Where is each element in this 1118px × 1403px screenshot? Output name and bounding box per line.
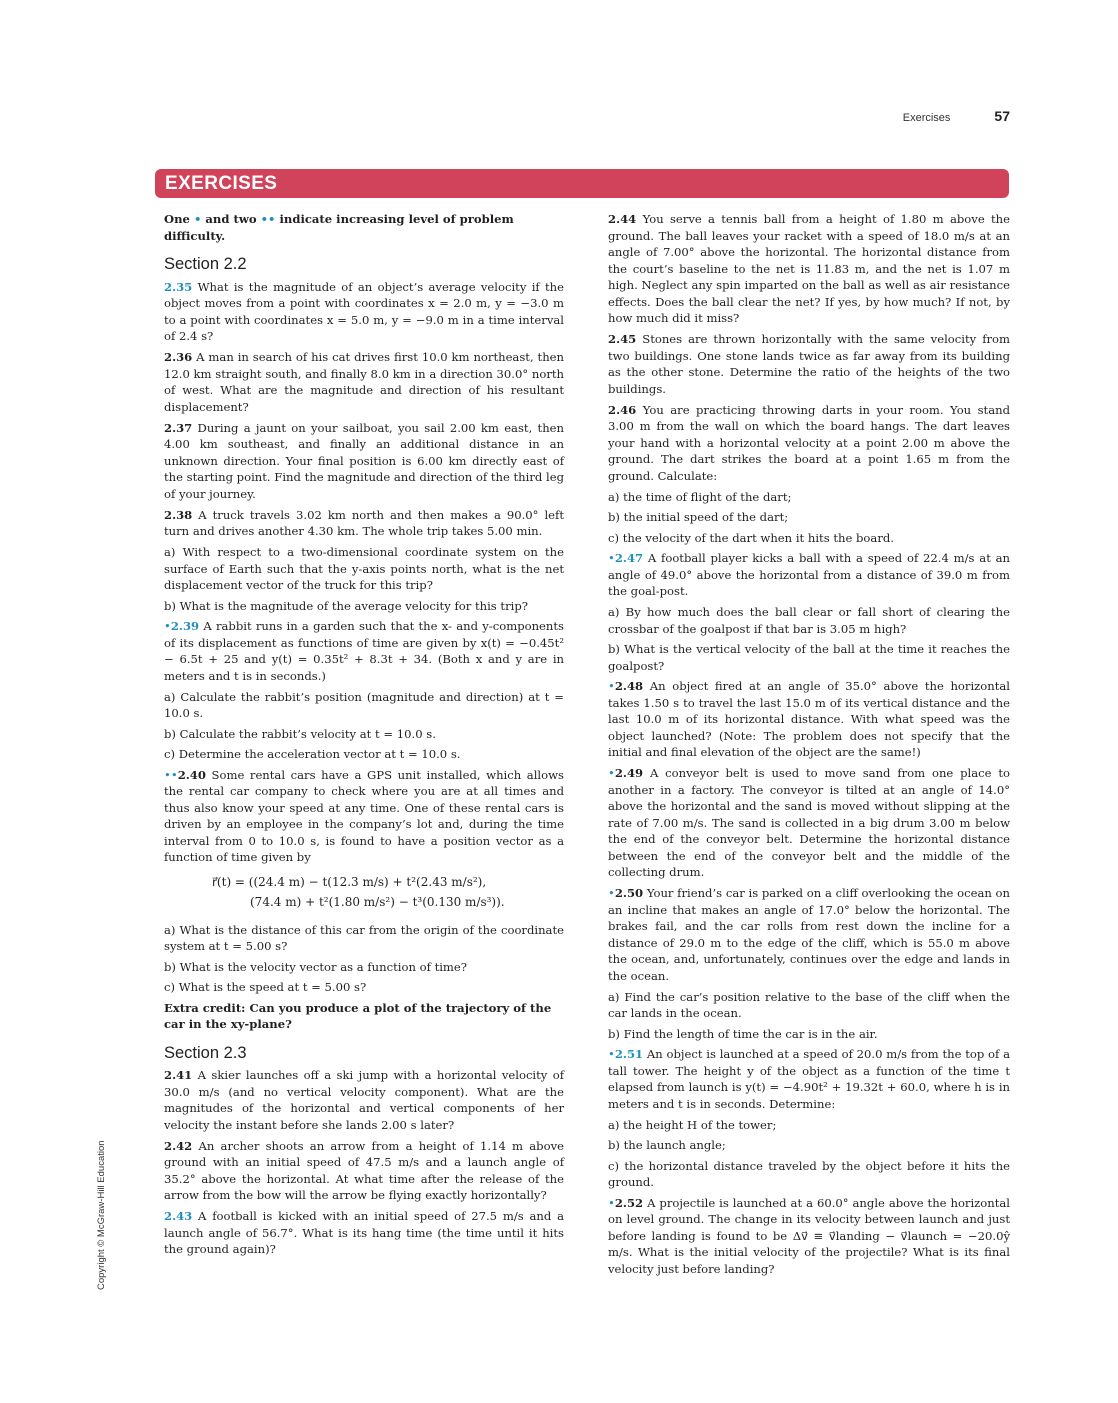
exercise-2-36 (164, 349, 564, 415)
exercise-number: 2.49 (614, 766, 644, 780)
exercise-number: 2.52 (614, 1195, 644, 1210)
exercise-number: 2.45 (608, 332, 637, 346)
running-head (903, 108, 1010, 124)
exercise-number: 2.38 (164, 507, 193, 522)
exercise-number: 2.50 (614, 886, 644, 900)
exercise-2-35 (164, 279, 564, 345)
extra-credit: Extra credit: Can you produce a plot of the trajectory of the car in the xy-plane? (164, 1000, 552, 1031)
exercise-number: 2.35 (164, 279, 193, 294)
right-column (608, 211, 1010, 1282)
exercise-2-51 (608, 1046, 1010, 1112)
exercise-text: Some rental cars have a GPS unit installed, which allows the rental car company to check where you are at all times and thus also know your speed at any time. One of these rental cars is driven by an employee in the company’s lot and, during the time interval from 0 to 10.0 s, is found to have a position vector as a function of time given by (164, 767, 564, 864)
exercise-text: An object is launched at a speed of 20.0 m/s from the top of a tall tower. The height y of the object as a function of the time t elapsed from launch is y(t) = −4.90t² + 19.32t + 60.0, where h is in meters and t is in seconds. Determine: (608, 1047, 1010, 1111)
difficulty-dot-icon: • (608, 766, 615, 780)
exercise-number: 2.37 (164, 420, 193, 435)
exercise-2-45 (608, 331, 1010, 397)
exercise-2-47 (608, 550, 1010, 600)
exercise-part: a) the time of flight of the dart; (608, 489, 792, 504)
exercise-number: 2.51 (614, 1047, 644, 1061)
exercise-2-42 (164, 1138, 564, 1204)
exercise-text: A rabbit runs in a garden such that the x- and y-components of its displacement as functions of time are given by x(t) = −0.45t² − 6.5t + 25 and y(t) = 0.35t² + 8.3t + 34. (Both x and y are in meters and t is in seconds.) (164, 619, 564, 683)
equation-line: (74.4 m) + t²(1.80 m/s²) − t³(0.130 m/s³)). (250, 894, 505, 909)
difficulty-dot-icon: • (608, 551, 615, 565)
exercise-text: A skier launches off a ski jump with a horizontal velocity of 30.0 m/s (and no vertical velocity component). What are the magnitudes of the horizontal and vertical components of her velocity the instant before she lands 2.00 s later? (164, 1068, 565, 1132)
exercise-number: 2.42 (164, 1138, 193, 1153)
exercise-part: a) By how much does the ball clear or fall short of clearing the crossbar of the goalpost if that bar is 3.05 m high? (608, 605, 1010, 636)
exercise-part: a) Calculate the rabbit’s position (magnitude and direction) at t = 10.0 s. (164, 689, 564, 720)
exercise-number: 2.39 (170, 619, 200, 633)
exercise-part: b) What is the velocity vector as a function of time? (164, 959, 468, 974)
exercise-text: During a jaunt on your sailboat, you sail 2.00 km east, then 4.00 km southeast, and finally an additional distance in an unknown direction. Your final position is 6.00 km directly east of the starting point. Find the magnitude and direction of the third leg of your journey. (164, 420, 564, 501)
exercise-2-49 (608, 765, 1010, 881)
copyright-notice: Copyright © McGraw-Hill Education (96, 1140, 107, 1290)
exercise-part: c) Determine the acceleration vector at t = 10.0 s. (164, 747, 461, 761)
section-heading: Section 2.2 (164, 255, 247, 273)
exercise-text: You are practicing throwing darts in your room. You stand 3.00 m from the wall on which the board hangs. The dart leaves your hand with a horizontal velocity at a point 2.00 m above the ground. The dart strikes the board at a point 1.65 m from the ground. Calculate: (608, 402, 1011, 483)
exercise-text: A projectile is launched at a 60.0° angle above the horizontal on level ground. The change in its velocity between launch and just before landing is found to be Δv⃗ ≡ v⃗landing − v⃗launch = −20.0ŷ m/s. What is the initial velocity of the projectile? What is its final velocity just before landing? (608, 1195, 1011, 1276)
running-head-title: Exercises (902, 112, 951, 124)
exercise-text: Your friend’s car is parked on a cliff overlooking the ocean on an incline that makes an angle of 17.0° below the horizontal. The brakes fail, and the car rolls from rest down the incline for a distance of 29.0 m to the edge of the cliff, which is 55.0 m above the ocean, and, unfortunately, continues over the edge and lands in the ocean. (608, 886, 1011, 983)
exercise-part: c) the velocity of the dart when it hits the board. (608, 530, 894, 545)
exercise-number: 2.36 (164, 350, 193, 364)
intro-post: indicate increasing level of problem difficulty. (164, 212, 514, 243)
exercise-text: You serve a tennis ball from a height of 1.80 m above the ground. The ball leaves your racket with a speed of 18.0 m/s at an angle of 7.00° above the horizontal. The horizontal distance from the court’s baseline to the net is 11.83 m, and the net is 1.07 m high. Neglect any spin imparted on the ball as well as air resistance effects. Does the ball clear the net? If yes, by how much? If not, by how much did it miss? (608, 212, 1010, 325)
exercise-number: 2.48 (614, 679, 644, 693)
exercise-text: A football is kicked with an initial speed of 27.5 m/s and a launch angle of 56.7°. What is its hang time (the time until it hits the ground again)? (164, 1209, 564, 1256)
difficulty-dot-icon: • (608, 679, 615, 693)
exercise-part: a) What is the distance of this car from the origin of the coordinate system at t = 5.00 s? (164, 922, 564, 953)
exercise-text: A conveyor belt is used to move sand from one place to another in a factory. The conveyor is tilted at an angle of 14.0° above the horizontal and the sand is moved without slipping at the rate of 7.00 m/s. The sand is collected in a big drum 3.00 m below the end of the conveyor belt. Determine the horizontal distance between the end of the conveyor belt and the middle of the collecting drum. (608, 766, 1011, 879)
page-number: 57 (994, 108, 1010, 124)
exercise-part: a) the height H of the tower; (608, 1117, 777, 1132)
left-column (164, 211, 564, 1262)
exercise-number: 2.40 (177, 767, 206, 782)
exercise-2-43 (164, 1208, 564, 1258)
exercise-text: A football player kicks a ball with a speed of 22.4 m/s at an angle of 49.0° above the horizontal from a distance of 39.0 m from the goal-post. (608, 551, 1011, 598)
exercise-part: b) What is the magnitude of the average velocity for this trip? (164, 598, 528, 613)
exercise-2-37 (164, 420, 564, 503)
exercise-text: An object fired at an angle of 35.0° above the horizontal takes 1.50 s to travel the last 15.0 m of its vertical distance and the last 10.0 m of its horizontal distance. With what speed was the object launched? (Note: The problem does not specify that the initial and final elevation of the object are the same!) (608, 679, 1010, 759)
exercise-part: a) With respect to a two-dimensional coordinate system on the surface of Earth such that the y-axis points north, what is the net displacement vector of the truck for this trip? (164, 545, 564, 592)
one-dot-icon: • (193, 212, 202, 226)
exercise-number: 2.44 (608, 212, 637, 226)
exercise-2-52 (608, 1195, 1010, 1278)
exercise-number: 2.47 (614, 551, 644, 565)
exercise-part: b) the initial speed of the dart; (608, 510, 789, 524)
exercise-2-40 (164, 767, 564, 866)
exercise-2-41 (164, 1067, 564, 1133)
intro-pre: One (164, 212, 190, 226)
exercise-text: What is the magnitude of an object’s average velocity if the object moves from a point with coordinates x = 2.0 m, y = −3.0 m to a point with coordinates x = 5.0 m, y = −9.0 m in a time interval of 2.4 s? (164, 279, 564, 343)
difficulty-dot-icon: • (164, 619, 171, 633)
exercise-part: c) the horizontal distance traveled by the object before it hits the ground. (608, 1158, 1010, 1189)
exercise-2-50 (608, 885, 1010, 984)
equation-line: r⃗(t) = ((24.4 m) − t(12.3 m/s) + t²(2.43 m/s²), (212, 874, 487, 889)
exercise-text: A man in search of his cat drives first 10.0 km northeast, then 12.0 km straight south, and finally 8.0 km in a direction 30.0° north of west. What are the magnitude and direction of his resultant displacement? (164, 350, 564, 414)
difficulty-dot-icon: • (608, 1047, 615, 1061)
exercise-part: b) Find the length of time the car is in the air. (608, 1026, 878, 1041)
difficulty-dot-icon: • (608, 886, 615, 900)
exercise-part: a) Find the car’s position relative to the base of the cliff when the car lands in the ocean. (608, 989, 1010, 1020)
exercises-banner (155, 169, 1009, 198)
exercise-part: b) What is the vertical velocity of the ball at the time it reaches the goalpost? (608, 642, 1010, 673)
difficulty-dot-icon: •• (164, 767, 178, 782)
exercise-number: 2.46 (608, 402, 637, 417)
exercise-part: b) the launch angle; (608, 1138, 726, 1152)
exercise-number: 2.43 (164, 1209, 193, 1223)
exercise-part: c) What is the speed at t = 5.00 s? (164, 980, 367, 994)
exercise-2-46 (608, 402, 1010, 485)
exercise-number: 2.41 (164, 1068, 193, 1082)
difficulty-dot-icon: • (608, 1195, 615, 1210)
exercise-2-44 (608, 211, 1010, 327)
banner-title: EXERCISES (165, 172, 278, 194)
exercise-2-39 (164, 618, 564, 684)
exercise-text: A truck travels 3.02 km north and then makes a 90.0° left turn and drives another 4.30 km. The whole trip takes 5.00 min. (164, 507, 564, 538)
intro-mid: and two (205, 212, 257, 226)
difficulty-intro (164, 211, 564, 244)
position-vector-equation (164, 872, 564, 912)
exercise-text: An archer shoots an arrow from a height of 1.14 m above ground with an initial speed of 47.5 m/s and a launch angle of 35.2° above the horizontal. At what time after the release of the arrow from the bow will the arrow be flying exactly horizontally? (164, 1138, 564, 1202)
section-heading: Section 2.3 (164, 1043, 247, 1062)
exercise-text: Stones are thrown horizontally with the same velocity from two buildings. One stone lands twice as far away from its building as the other stone. Determine the ratio of the heights of the two buildings. (608, 332, 1010, 396)
two-dot-icon: •• (260, 212, 276, 226)
exercise-part: b) Calculate the rabbit’s velocity at t = 10.0 s. (164, 726, 436, 741)
exercise-2-38 (164, 507, 564, 540)
exercise-2-48 (608, 678, 1010, 761)
